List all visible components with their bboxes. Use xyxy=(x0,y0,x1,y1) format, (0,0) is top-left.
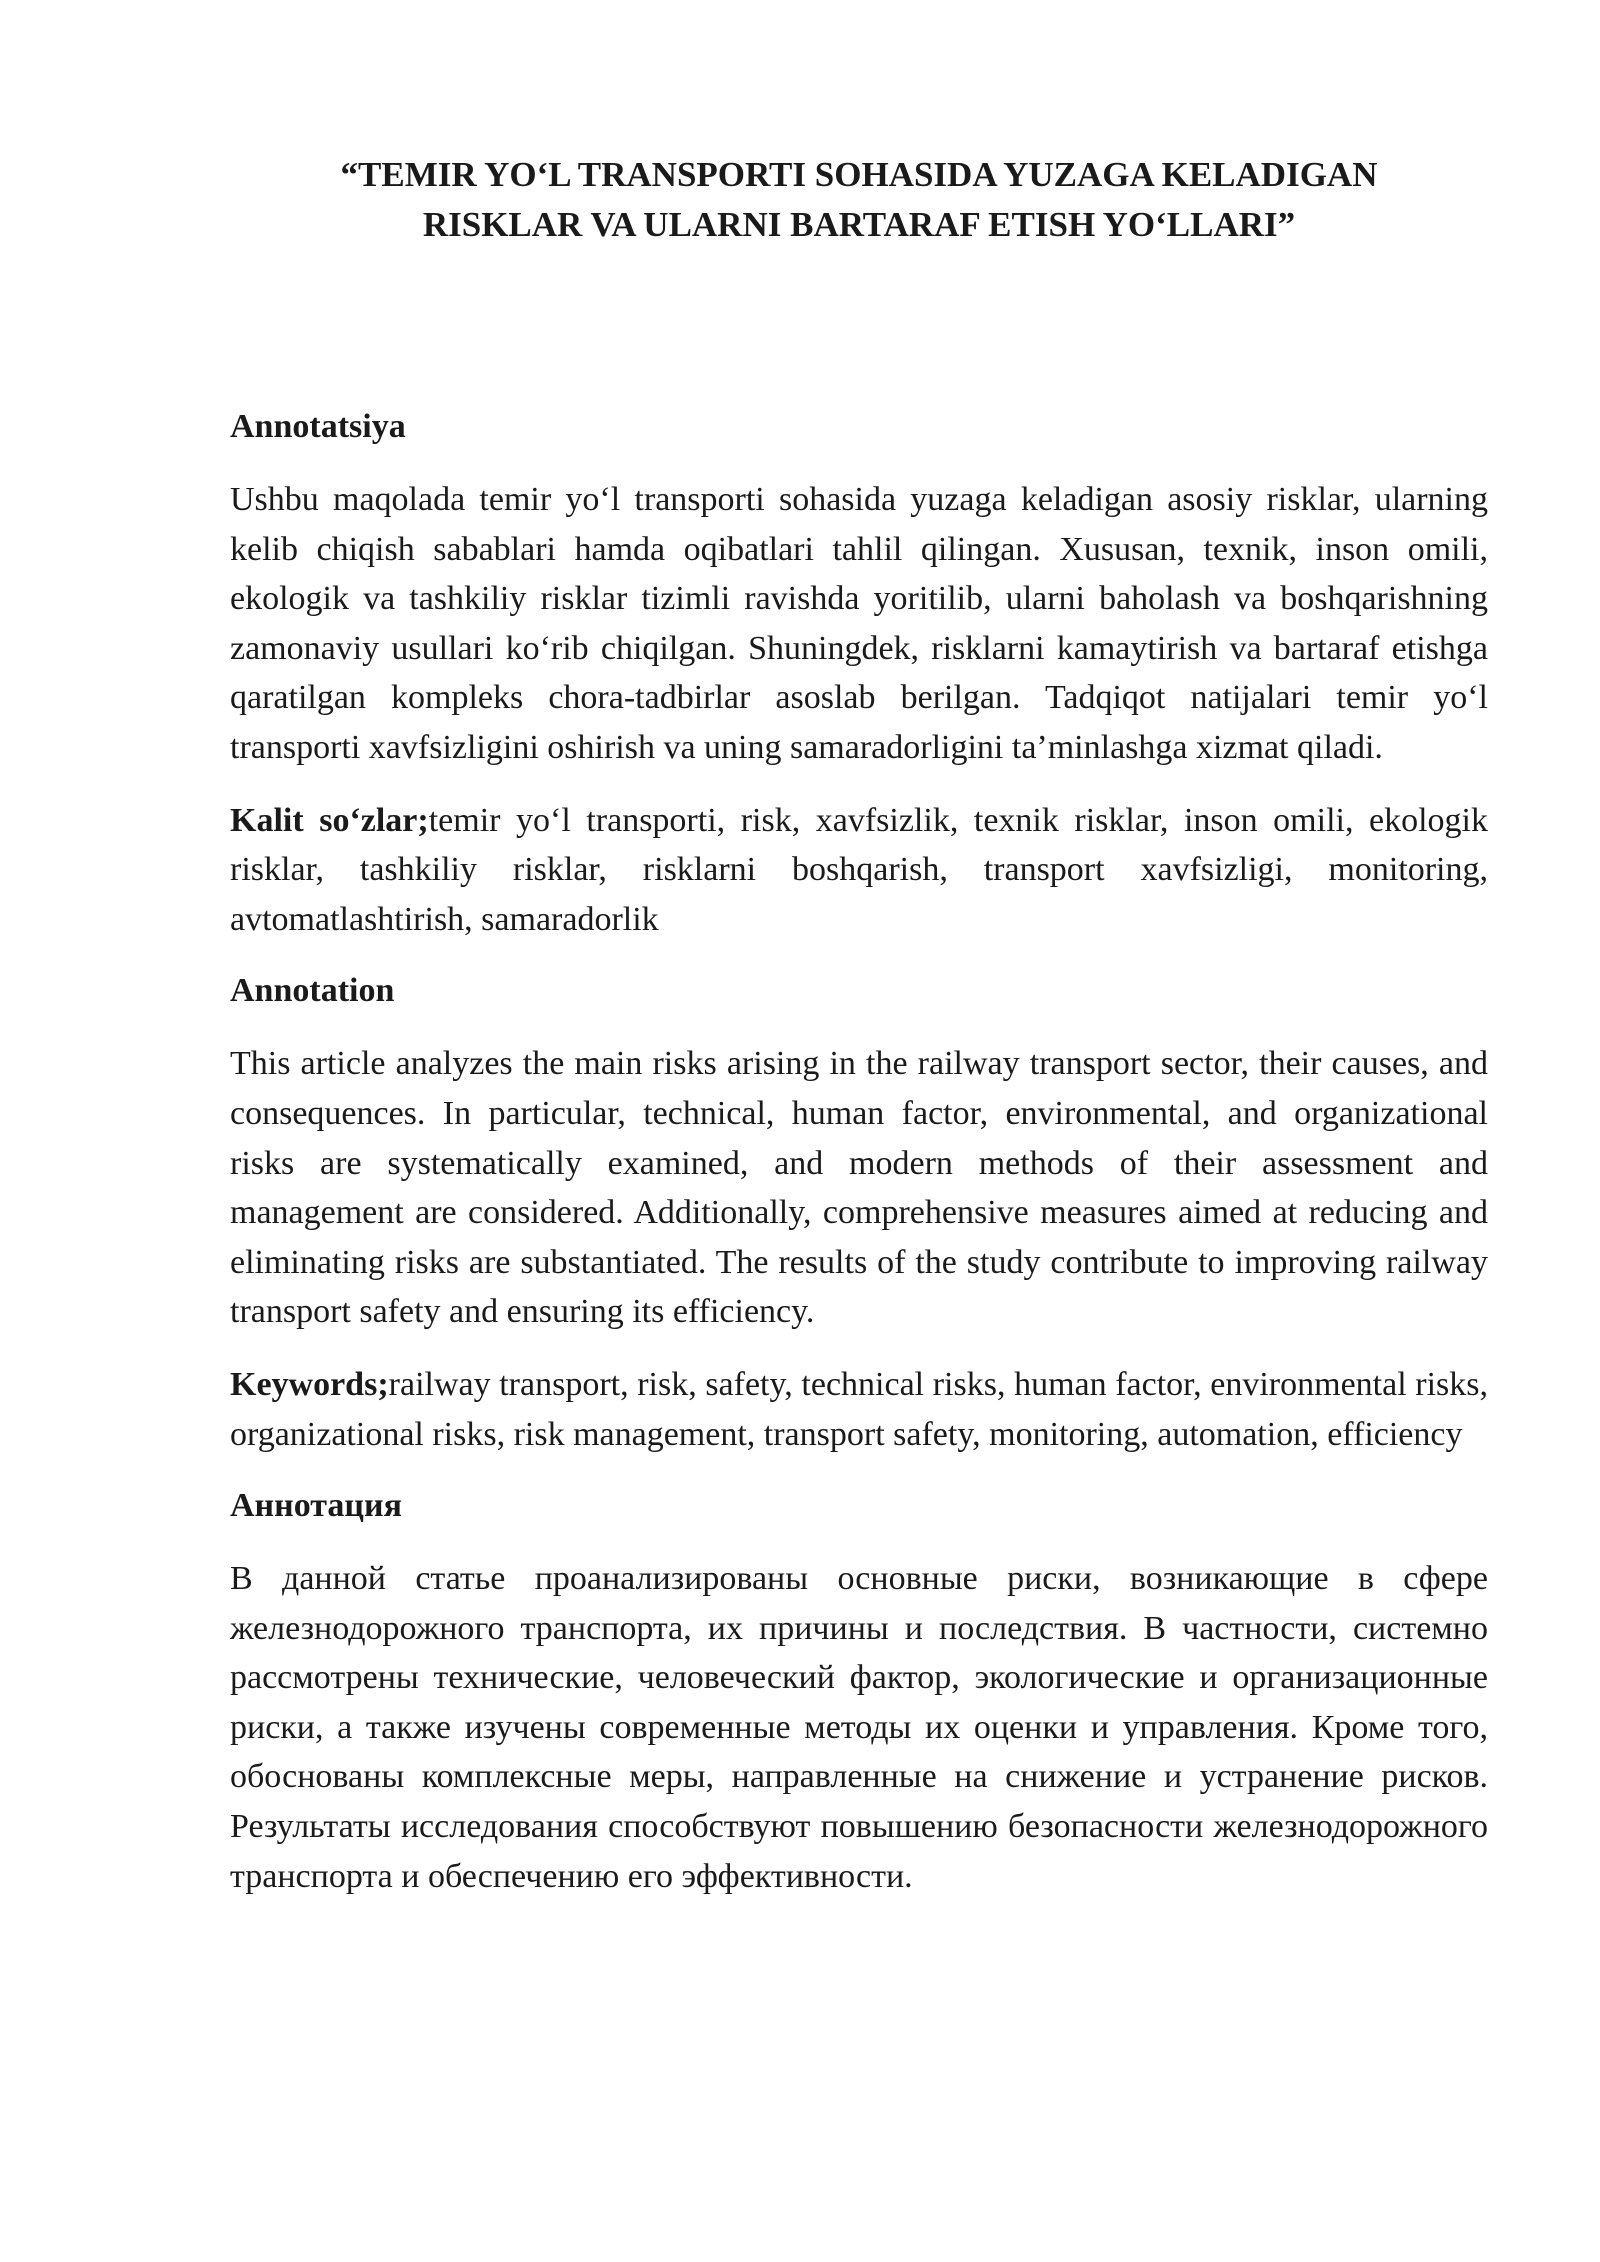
russian-abstract-section xyxy=(230,1481,1488,1901)
uzbek-abstract-section xyxy=(230,402,1488,944)
title-line-2: RISKLAR VA ULARNI BARTARAF ETISH YO‘LLARI” xyxy=(422,205,1296,244)
uzbek-keywords-label: Kalit so‘zlar; xyxy=(230,801,429,839)
russian-abstract-text: В данной статье проанализированы основные риски, возникающие в сфере железнодорожного транспорта, их причины и последствия. В частности, системно рассмотрены технические, человеческий фактор, экологические и организационные риски, а также изучены современные методы их оценки и управления. Кроме того, обоснованы комплексные меры, направленные на снижение и устранение рисков. Результаты исследования способствуют повышению безопасности железнодорожного транспорта и обеспечению его эффективности. xyxy=(230,1560,1488,1895)
english-keywords-label: Keywords; xyxy=(230,1365,389,1403)
uzbek-abstract-text: Ushbu maqolada temir yo‘l transporti sohasida yuzaga keladigan asosiy risklar, ularning kelib chiqish sabablari hamda oqibatlari tahlil qilingan. Xususan, texnik, inson omili, ekologik va tashkiliy risklar tizimli ravishda yoritilib, ularni baholash va boshqarishning zamonaviy usullari ko‘rib chiqilgan. Shuningdek, risklarni kamaytirish va bartaraf etishga qaratilgan kompleks chora-tadbirlar asoslab berilgan. Tadqiqot natijalari temir yo‘l transporti xavfsizligini oshirish va uning samaradorligini ta’minlashga xizmat qiladi. xyxy=(230,481,1488,766)
document-title xyxy=(230,150,1488,250)
russian-abstract-heading: Аннотация xyxy=(230,1487,402,1525)
english-keywords xyxy=(230,1360,1488,1459)
title-line-1: “TEMIR YO‘L TRANSPORTI SOHASIDA YUZAGA KELADIGAN xyxy=(340,155,1378,194)
uzbek-keywords xyxy=(230,796,1488,945)
english-abstract-text: This article analyzes the main risks arising in the railway transport sector, their causes, and consequences. In particular, technical, human factor, environmental, and organizational risks are systematically examined, and modern methods of their assessment and management are considered. Additionally, comprehensive measures aimed at reducing and eliminating risks are substantiated. The results of the study contribute to improving railway transport safety and ensuring its efficiency. xyxy=(230,1045,1488,1331)
uzbek-abstract-heading: Annotatsiya xyxy=(230,408,406,445)
uzbek-keywords-text: temir yo‘l transporti, risk, xavfsizlik, texnik risklar, inson omili, ekologik risklar, tashkiliy risklar, risklarni boshqarish, transport xavfsizligi, monitoring, avtomatlashtirish, samaradorlik xyxy=(230,801,1488,938)
english-abstract-heading: Annotation xyxy=(230,972,395,1010)
english-keywords-text: railway transport, risk, safety, technical risks, human factor, environmental risks, organizational risks, risk management, transport safety, monitoring, automation, efficiency xyxy=(230,1365,1488,1453)
english-abstract-section xyxy=(230,966,1488,1459)
